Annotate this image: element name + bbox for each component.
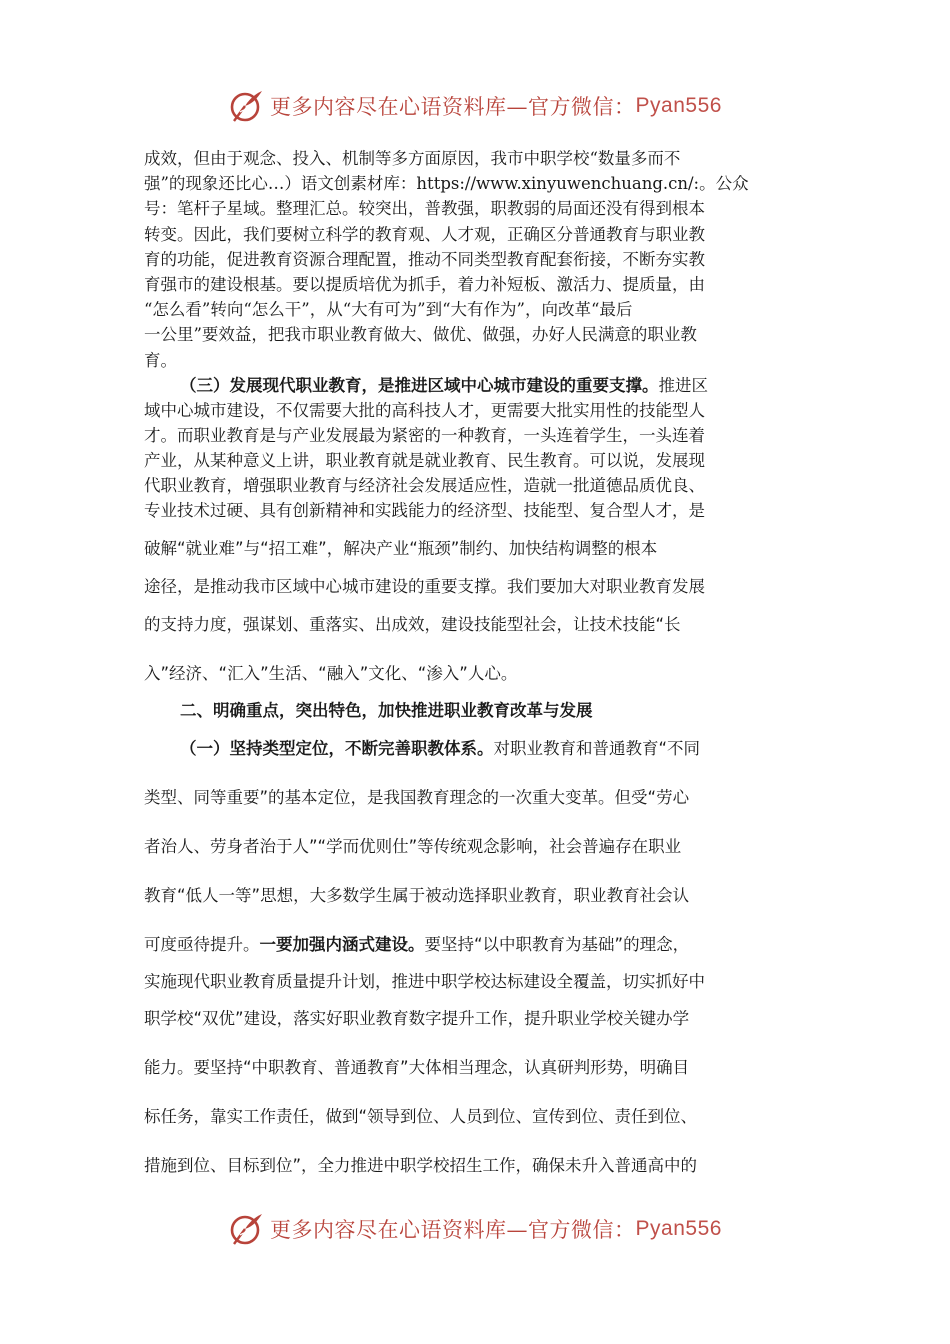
paragraph-line: 的支持力度，强谋划、重落实、出成效，建设技能型社会，让技术技能“长 (144, 614, 681, 634)
paragraph-line: 强”的现象还比心…）语文创素材库：https://www.xinyuwenchuang.cn/:。公众 (144, 174, 749, 194)
header-banner-text: 更多内容尽在心语资料库—官方微信： (270, 95, 636, 119)
paragraph-line: 育的功能，促进教育资源合理配置，推动不同类型教育配套衔接，不断夯实教 (144, 249, 705, 269)
header-banner (0, 84, 950, 128)
paragraph-line: 职学校“双优”建设，落实好职业教育数字提升工作，提升职业学校关键办学 (144, 1008, 690, 1028)
section-heading: 二、明确重点，突出特色，加快推进职业教育改革与发展 (180, 700, 593, 720)
subsection-heading: （三）发展现代职业教育，是推进区域中心城市建设的重要支撑。 (180, 375, 659, 395)
paragraph-line: 能力。要坚持“中职教育、普通教育”大体相当理念，认真研判形势，明确目 (144, 1057, 690, 1077)
paragraph-line: 域中心城市建设，不仅需要大批的高科技人才，更需要大批实用性的技能型人 (144, 400, 705, 420)
subsection-heading: （一）坚持类型定位，不断完善职教体系。 (180, 738, 494, 758)
paragraph-line: 才。而职业教育是与产业发展最为紧密的一种教育，一头连着学生，一头连着 (144, 425, 705, 445)
paragraph-line: 成效，但由于观念、投入、机制等多方面原因，我市中职学校“数量多而不 (144, 149, 681, 168)
inline-bold-heading: 一要加强内涵式建设。 (259, 934, 425, 954)
paragraph-line: 教育“低人一等”思想，大多数学生属于被动选择职业教育，职业教育社会认 (144, 885, 690, 905)
paragraph-line: 产业，从某种意义上讲，职业教育就是就业教育、民生教育。可以说，发展现 (144, 450, 705, 470)
paragraph-line: 途径，是推动我市区域中心城市建设的重要支撑。我们要加大对职业教育发展 (144, 576, 705, 596)
footer-wechat-id: Pyan556 (635, 1217, 722, 1240)
paragraph-line: 类型、同等重要”的基本定位，是我国教育理念的一次重大变革。但受“劳心 (144, 787, 690, 807)
paragraph-first-line (144, 736, 800, 761)
paragraph-first-line (144, 373, 800, 398)
paragraph-line: 代职业教育，增强职业教育与经济社会发展适应性，造就一批道德品质优良、 (144, 475, 705, 495)
paragraph-text: 推进区 (658, 375, 708, 395)
paragraph-line: 转变。因此，我们要树立科学的教育观、人才观，正确区分普通教育与职业教 (144, 224, 705, 244)
paragraph-line: 专业技术过硬、具有创新精神和实践能力的经济型、技能型、复合型人才，是 (144, 500, 705, 520)
paragraph-line: 入”经济、“汇入”生活、“融入”文化、“渗入”人心。 (144, 663, 518, 683)
footer-banner-text: 更多内容尽在心语资料库—官方微信： (270, 1218, 636, 1242)
paragraph-line: “怎么看”转向“怎么干”，从“大有可为”到“大有作为”，向改革“最后 (144, 300, 633, 320)
paragraph-line: 实施现代职业教育质量提升计划，推进中职学校达标建设全覆盖，切实抓好中 (144, 971, 705, 991)
paragraph-line: 一公里”要效益，把我市职业教育做大、做优、做强，办好人民满意的职业教 (144, 325, 697, 345)
quill-logo-icon (228, 1211, 264, 1247)
header-wechat-id: Pyan556 (635, 94, 722, 117)
paragraph-line: 号：笔杆子星域。整理汇总。较突出，普教强，职教弱的局面还没有得到根本 (144, 199, 705, 219)
paragraph-line (144, 932, 800, 957)
paragraph-line: 者治人、劳身者治于人”“学而优则仕”等传统观念影响，社会普遍存在职业 (144, 836, 682, 856)
paragraph-line: 破解“就业难”与“招工难”，解决产业“瓶颈”制约、加快结构调整的根本 (144, 538, 658, 558)
paragraph-text: 对职业教育和普通教育“不同 (493, 738, 701, 758)
footer-banner (0, 1207, 950, 1251)
document-body (144, 146, 800, 1178)
paragraph-text: 可度亟待提升。 (144, 934, 260, 954)
paragraph-line: 育强市的建设根基。要以提质培优为抓手，着力补短板、激活力、提质量，由 (144, 275, 705, 295)
paragraph-line: 措施到位、目标到位”，全力推进中职学校招生工作，确保未升入普通高中的 (144, 1155, 698, 1175)
paragraph-text: 要坚持“以中职教育为基础”的理念， (424, 934, 690, 954)
paragraph-line: 标任务，靠实工作责任，做到“领导到位、人员到位、宣传到位、责任到位、 (144, 1106, 698, 1126)
quill-logo-icon (228, 88, 264, 124)
paragraph-line: 育。 (144, 350, 177, 370)
